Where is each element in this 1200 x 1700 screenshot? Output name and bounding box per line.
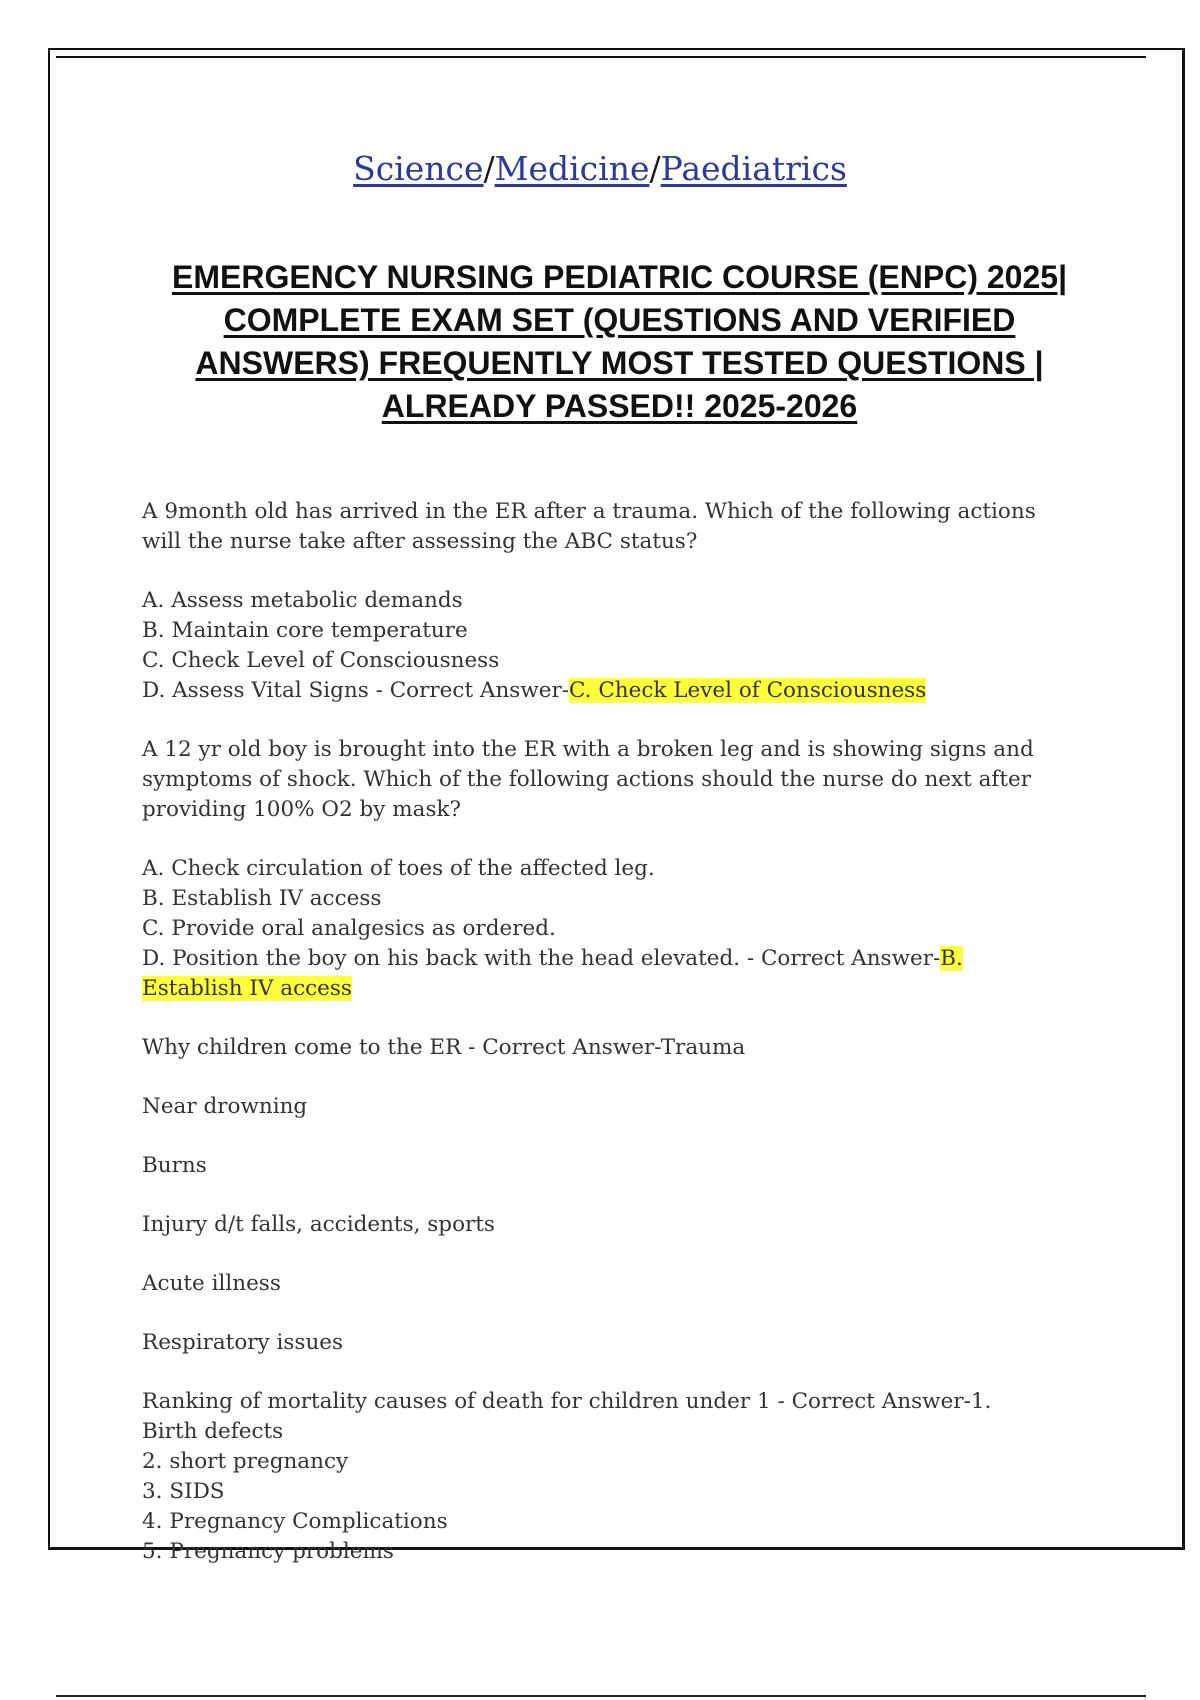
breadcrumb: [0, 148, 1200, 190]
question-1-option-d: [142, 676, 1102, 706]
title-line-1: EMERGENCY NURSING PEDIATRIC COURSE (ENPC) 2025|: [171, 259, 1068, 295]
breadcrumb-medicine-link[interactable]: Medicine: [494, 149, 650, 188]
question-2-option-b: B. Establish IV access: [142, 886, 382, 911]
top-rule: [56, 56, 1146, 58]
question-1-correct-answer: C. Check Level of Consciousness: [569, 678, 927, 703]
title-line-3: ANSWERS) FREQUENTLY MOST TESTED QUESTIONS |: [195, 345, 1044, 381]
question-4-text: Birth defects: [142, 1419, 284, 1444]
question-2-text: A 12 yr old boy is brought into the ER with a broken leg and is showing signs and: [142, 737, 1034, 762]
question-4-item: 2. short pregnancy: [142, 1449, 349, 1474]
breadcrumb-science-link[interactable]: Science: [353, 149, 484, 188]
question-2-option-a: A. Check circulation of toes of the affected leg.: [142, 856, 655, 881]
question-4-item: 5. Pregnancy problems: [142, 1539, 394, 1564]
breadcrumb-separator: /: [649, 149, 661, 188]
question-2-text: symptoms of shock. Which of the following actions should the nurse do next after: [142, 767, 1032, 792]
question-1-option-b: B. Maintain core temperature: [142, 618, 468, 643]
question-1-option-d-text: D. Assess Vital Signs - Correct Answer-: [142, 678, 569, 703]
question-1-option-c: C. Check Level of Consciousness: [142, 648, 500, 673]
bottom-rule: [56, 1695, 1146, 1697]
document-body: [142, 497, 1102, 1567]
title-line-4: ALREADY PASSED!! 2025-2026: [381, 388, 858, 424]
question-1-text: A 9month old has arrived in the ER after a trauma. Which of the following actions: [142, 499, 1036, 524]
question-4-item: 4. Pregnancy Complications: [142, 1509, 448, 1534]
question-3-item: Respiratory issues: [142, 1330, 344, 1355]
question-3-item: Near drowning: [142, 1094, 308, 1119]
question-3-text: Why children come to the ER - Correct Answer-Trauma: [142, 1035, 746, 1060]
question-2-text: providing 100% O2 by mask?: [142, 797, 462, 822]
question-4-item: 3. SIDS: [142, 1479, 225, 1504]
title-line-2: COMPLETE EXAM SET (QUESTIONS AND VERIFIED: [223, 302, 1016, 338]
breadcrumb-paediatrics-link[interactable]: Paediatrics: [660, 149, 847, 188]
question-1-text: will the nurse take after assessing the ABC status?: [142, 529, 698, 554]
question-4-text: Ranking of mortality causes of death for children under 1 - Correct Answer-1.: [142, 1389, 992, 1414]
question-3-item: Acute illness: [142, 1271, 281, 1296]
question-3-item: Injury d/t falls, accidents, sports: [142, 1212, 495, 1237]
question-2-option-d: [142, 944, 1102, 974]
question-2-option-c: C. Provide oral analgesics as ordered.: [142, 916, 556, 941]
question-2-option-d-text: D. Position the boy on his back with the head elevated. - Correct Answer-: [142, 946, 941, 971]
question-2-option-d: [142, 974, 1102, 1004]
document-title: [120, 256, 1119, 428]
question-2-correct-answer: B.: [940, 946, 963, 971]
question-2-correct-answer: Establish IV access: [142, 976, 352, 1001]
question-1-option-a: A. Assess metabolic demands: [142, 588, 463, 613]
question-3-item: Burns: [142, 1153, 207, 1178]
breadcrumb-separator: /: [483, 149, 495, 188]
